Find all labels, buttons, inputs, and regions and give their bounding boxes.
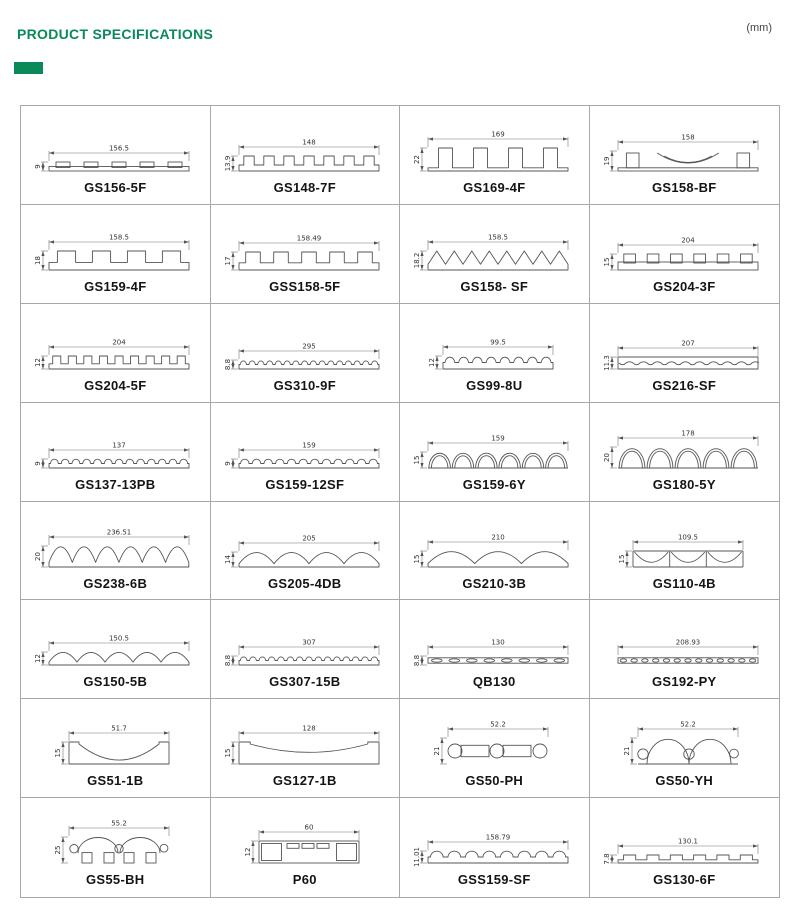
product-cell	[400, 600, 590, 699]
svg-text:148: 148	[302, 138, 316, 147]
product-cell	[21, 798, 211, 897]
product-cell	[21, 699, 211, 798]
product-cell	[211, 798, 401, 897]
product-code: GS158-BF	[651, 180, 717, 195]
product-code: GS99-8U	[466, 377, 523, 393]
profile-drawing	[212, 607, 398, 673]
profile-drawing	[401, 212, 587, 278]
svg-text:150.5: 150.5	[109, 634, 130, 643]
profile-drawing	[401, 805, 587, 871]
svg-text:8.8: 8.8	[223, 358, 232, 370]
profile-drawing	[212, 509, 398, 575]
product-cell	[400, 403, 590, 502]
profile-drawing	[591, 805, 777, 871]
product-cell	[211, 600, 401, 699]
product-cell	[21, 106, 211, 205]
svg-text:52.2: 52.2	[680, 720, 697, 729]
svg-text:204: 204	[112, 338, 126, 347]
svg-text:208.93: 208.93	[676, 638, 701, 647]
product-cell	[21, 403, 211, 502]
svg-text:99.5: 99.5	[490, 338, 507, 347]
product-code: GS169-4F	[463, 180, 526, 195]
svg-text:156.5: 156.5	[109, 144, 130, 153]
profile-drawing	[212, 311, 398, 377]
profile-drawing	[401, 509, 587, 575]
product-code: GS127-1B	[272, 773, 337, 789]
product-cell	[590, 798, 780, 897]
profile-drawing	[212, 805, 398, 871]
svg-text:159: 159	[302, 441, 316, 450]
product-code: GS51-1B	[87, 773, 144, 789]
product-cell	[590, 205, 780, 304]
profile-drawing	[401, 607, 587, 673]
svg-text:22: 22	[413, 155, 422, 164]
svg-text:15: 15	[603, 257, 612, 267]
svg-text:12: 12	[428, 357, 437, 367]
product-cell	[400, 502, 590, 601]
profile-drawing	[401, 113, 587, 179]
profile-drawing	[212, 706, 398, 772]
svg-text:11.3: 11.3	[603, 354, 612, 371]
product-cell	[590, 699, 780, 798]
svg-text:8.8: 8.8	[413, 655, 422, 667]
svg-text:9: 9	[34, 164, 43, 169]
product-code: GS192-PY	[651, 674, 717, 690]
svg-text:14: 14	[223, 554, 232, 564]
profile-drawing	[401, 706, 587, 772]
svg-text:20: 20	[34, 551, 43, 561]
product-code: GS137-13PB	[75, 476, 156, 492]
svg-text:158.49: 158.49	[296, 234, 321, 243]
svg-text:19: 19	[603, 156, 612, 166]
product-cell	[21, 205, 211, 304]
product-code: GS216-SF	[652, 377, 717, 393]
profile-drawing	[22, 509, 208, 575]
svg-text:52.2: 52.2	[490, 720, 507, 729]
profile-drawing	[591, 607, 777, 673]
svg-text:12: 12	[34, 357, 43, 367]
svg-text:130: 130	[491, 638, 505, 647]
svg-text:20: 20	[603, 452, 612, 462]
product-cell	[590, 106, 780, 205]
profile-drawing	[591, 113, 777, 179]
svg-text:207: 207	[681, 339, 695, 348]
product-code: GS204-3F	[653, 278, 716, 294]
profile-drawing	[401, 311, 587, 377]
svg-text:21: 21	[623, 746, 632, 756]
svg-text:13.9: 13.9	[223, 155, 232, 172]
svg-text:9: 9	[34, 460, 43, 466]
svg-text:11.01: 11.01	[413, 847, 422, 868]
svg-text:7.8: 7.8	[603, 853, 612, 865]
product-cell	[400, 798, 590, 897]
product-cell	[590, 304, 780, 403]
svg-text:158: 158	[681, 133, 695, 142]
product-cell	[21, 304, 211, 403]
svg-text:18: 18	[34, 255, 43, 265]
svg-text:15: 15	[223, 748, 232, 758]
svg-text:12: 12	[34, 654, 43, 664]
svg-text:204: 204	[681, 236, 695, 245]
product-code: GS50-YH	[655, 773, 714, 789]
product-code: GS130-6F	[653, 872, 716, 888]
product-code: GS159-12SF	[265, 476, 345, 492]
product-code: GS159-6Y	[462, 476, 526, 492]
unit-label: (mm)	[746, 22, 772, 34]
product-code: GS150-5B	[83, 674, 148, 690]
svg-text:128: 128	[302, 724, 316, 733]
product-code: GSS159-SF	[457, 872, 531, 888]
svg-text:205: 205	[302, 534, 316, 542]
profile-drawing	[591, 410, 777, 476]
product-code: P60	[292, 872, 317, 888]
svg-text:15: 15	[413, 455, 422, 465]
product-cell	[590, 600, 780, 699]
product-code: GS158- SF	[460, 278, 529, 294]
product-code: GS204-5F	[84, 377, 147, 393]
product-cell	[590, 502, 780, 601]
product-code: GS55-BH	[86, 872, 145, 888]
svg-text:236.51: 236.51	[107, 528, 132, 536]
product-code: GS205-4DB	[267, 575, 342, 591]
svg-text:25: 25	[54, 845, 63, 855]
svg-text:51.7: 51.7	[111, 724, 128, 733]
svg-text:109.5: 109.5	[678, 533, 699, 541]
svg-text:60: 60	[304, 823, 314, 832]
svg-text:137: 137	[112, 441, 126, 450]
product-grid	[20, 105, 780, 898]
product-code: GSS158-5F	[269, 278, 341, 294]
product-cell	[590, 403, 780, 502]
svg-text:15: 15	[54, 748, 63, 758]
svg-text:158.5: 158.5	[488, 233, 509, 242]
page-title: PRODUCT SPECIFICATIONS	[17, 26, 214, 42]
profile-drawing	[212, 113, 398, 179]
svg-text:169: 169	[491, 130, 505, 139]
product-cell	[400, 205, 590, 304]
product-cell	[211, 403, 401, 502]
svg-text:159: 159	[491, 434, 505, 443]
profile-drawing	[22, 607, 208, 673]
svg-text:55.2: 55.2	[111, 819, 128, 828]
profile-drawing	[212, 212, 398, 278]
profile-drawing	[22, 805, 208, 871]
svg-text:12: 12	[243, 847, 252, 857]
svg-text:158.79: 158.79	[486, 833, 511, 842]
svg-text:8.8: 8.8	[223, 655, 232, 667]
profile-drawing	[22, 311, 208, 377]
profile-drawing	[401, 410, 587, 476]
product-cell	[211, 699, 401, 798]
green-swatch	[14, 62, 43, 74]
profile-drawing	[591, 706, 777, 772]
svg-text:210: 210	[491, 533, 505, 541]
profile-drawing	[591, 509, 777, 575]
product-cell	[21, 600, 211, 699]
product-cell	[211, 106, 401, 205]
product-code: GS307-15B	[269, 674, 341, 690]
product-code: GS210-3B	[462, 575, 527, 591]
svg-text:178: 178	[681, 429, 695, 438]
product-cell	[211, 205, 401, 304]
svg-text:9: 9	[223, 460, 232, 466]
product-code: GS156-5F	[84, 180, 147, 195]
product-cell	[211, 304, 401, 403]
profile-drawing	[591, 212, 777, 278]
product-code: GS159-4F	[84, 278, 147, 294]
svg-text:158.5: 158.5	[109, 233, 130, 242]
profile-drawing	[22, 706, 208, 772]
svg-text:15: 15	[618, 554, 627, 563]
product-code: GS110-4B	[652, 575, 716, 591]
profile-drawing	[22, 212, 208, 278]
profile-drawing	[22, 410, 208, 476]
profile-drawing	[22, 113, 208, 179]
svg-text:307: 307	[302, 638, 316, 647]
product-code: GS310-9F	[273, 377, 336, 393]
svg-text:17: 17	[223, 256, 232, 266]
svg-text:15: 15	[413, 554, 422, 563]
profile-drawing	[591, 311, 777, 377]
product-code: GS148-7F	[273, 180, 336, 195]
product-cell	[21, 502, 211, 601]
product-code: QB130	[472, 674, 516, 690]
product-cell	[400, 106, 590, 205]
svg-text:295: 295	[302, 342, 316, 351]
svg-text:130.1: 130.1	[678, 837, 699, 846]
product-code: GS180-5Y	[652, 476, 716, 492]
product-cell	[211, 502, 401, 601]
product-cell	[400, 699, 590, 798]
product-code: GS238-6B	[83, 575, 148, 591]
svg-text:18.2: 18.2	[413, 252, 422, 269]
product-code: GS50-PH	[465, 773, 524, 789]
product-cell	[400, 304, 590, 403]
svg-text:21: 21	[433, 746, 442, 756]
profile-drawing	[212, 410, 398, 476]
